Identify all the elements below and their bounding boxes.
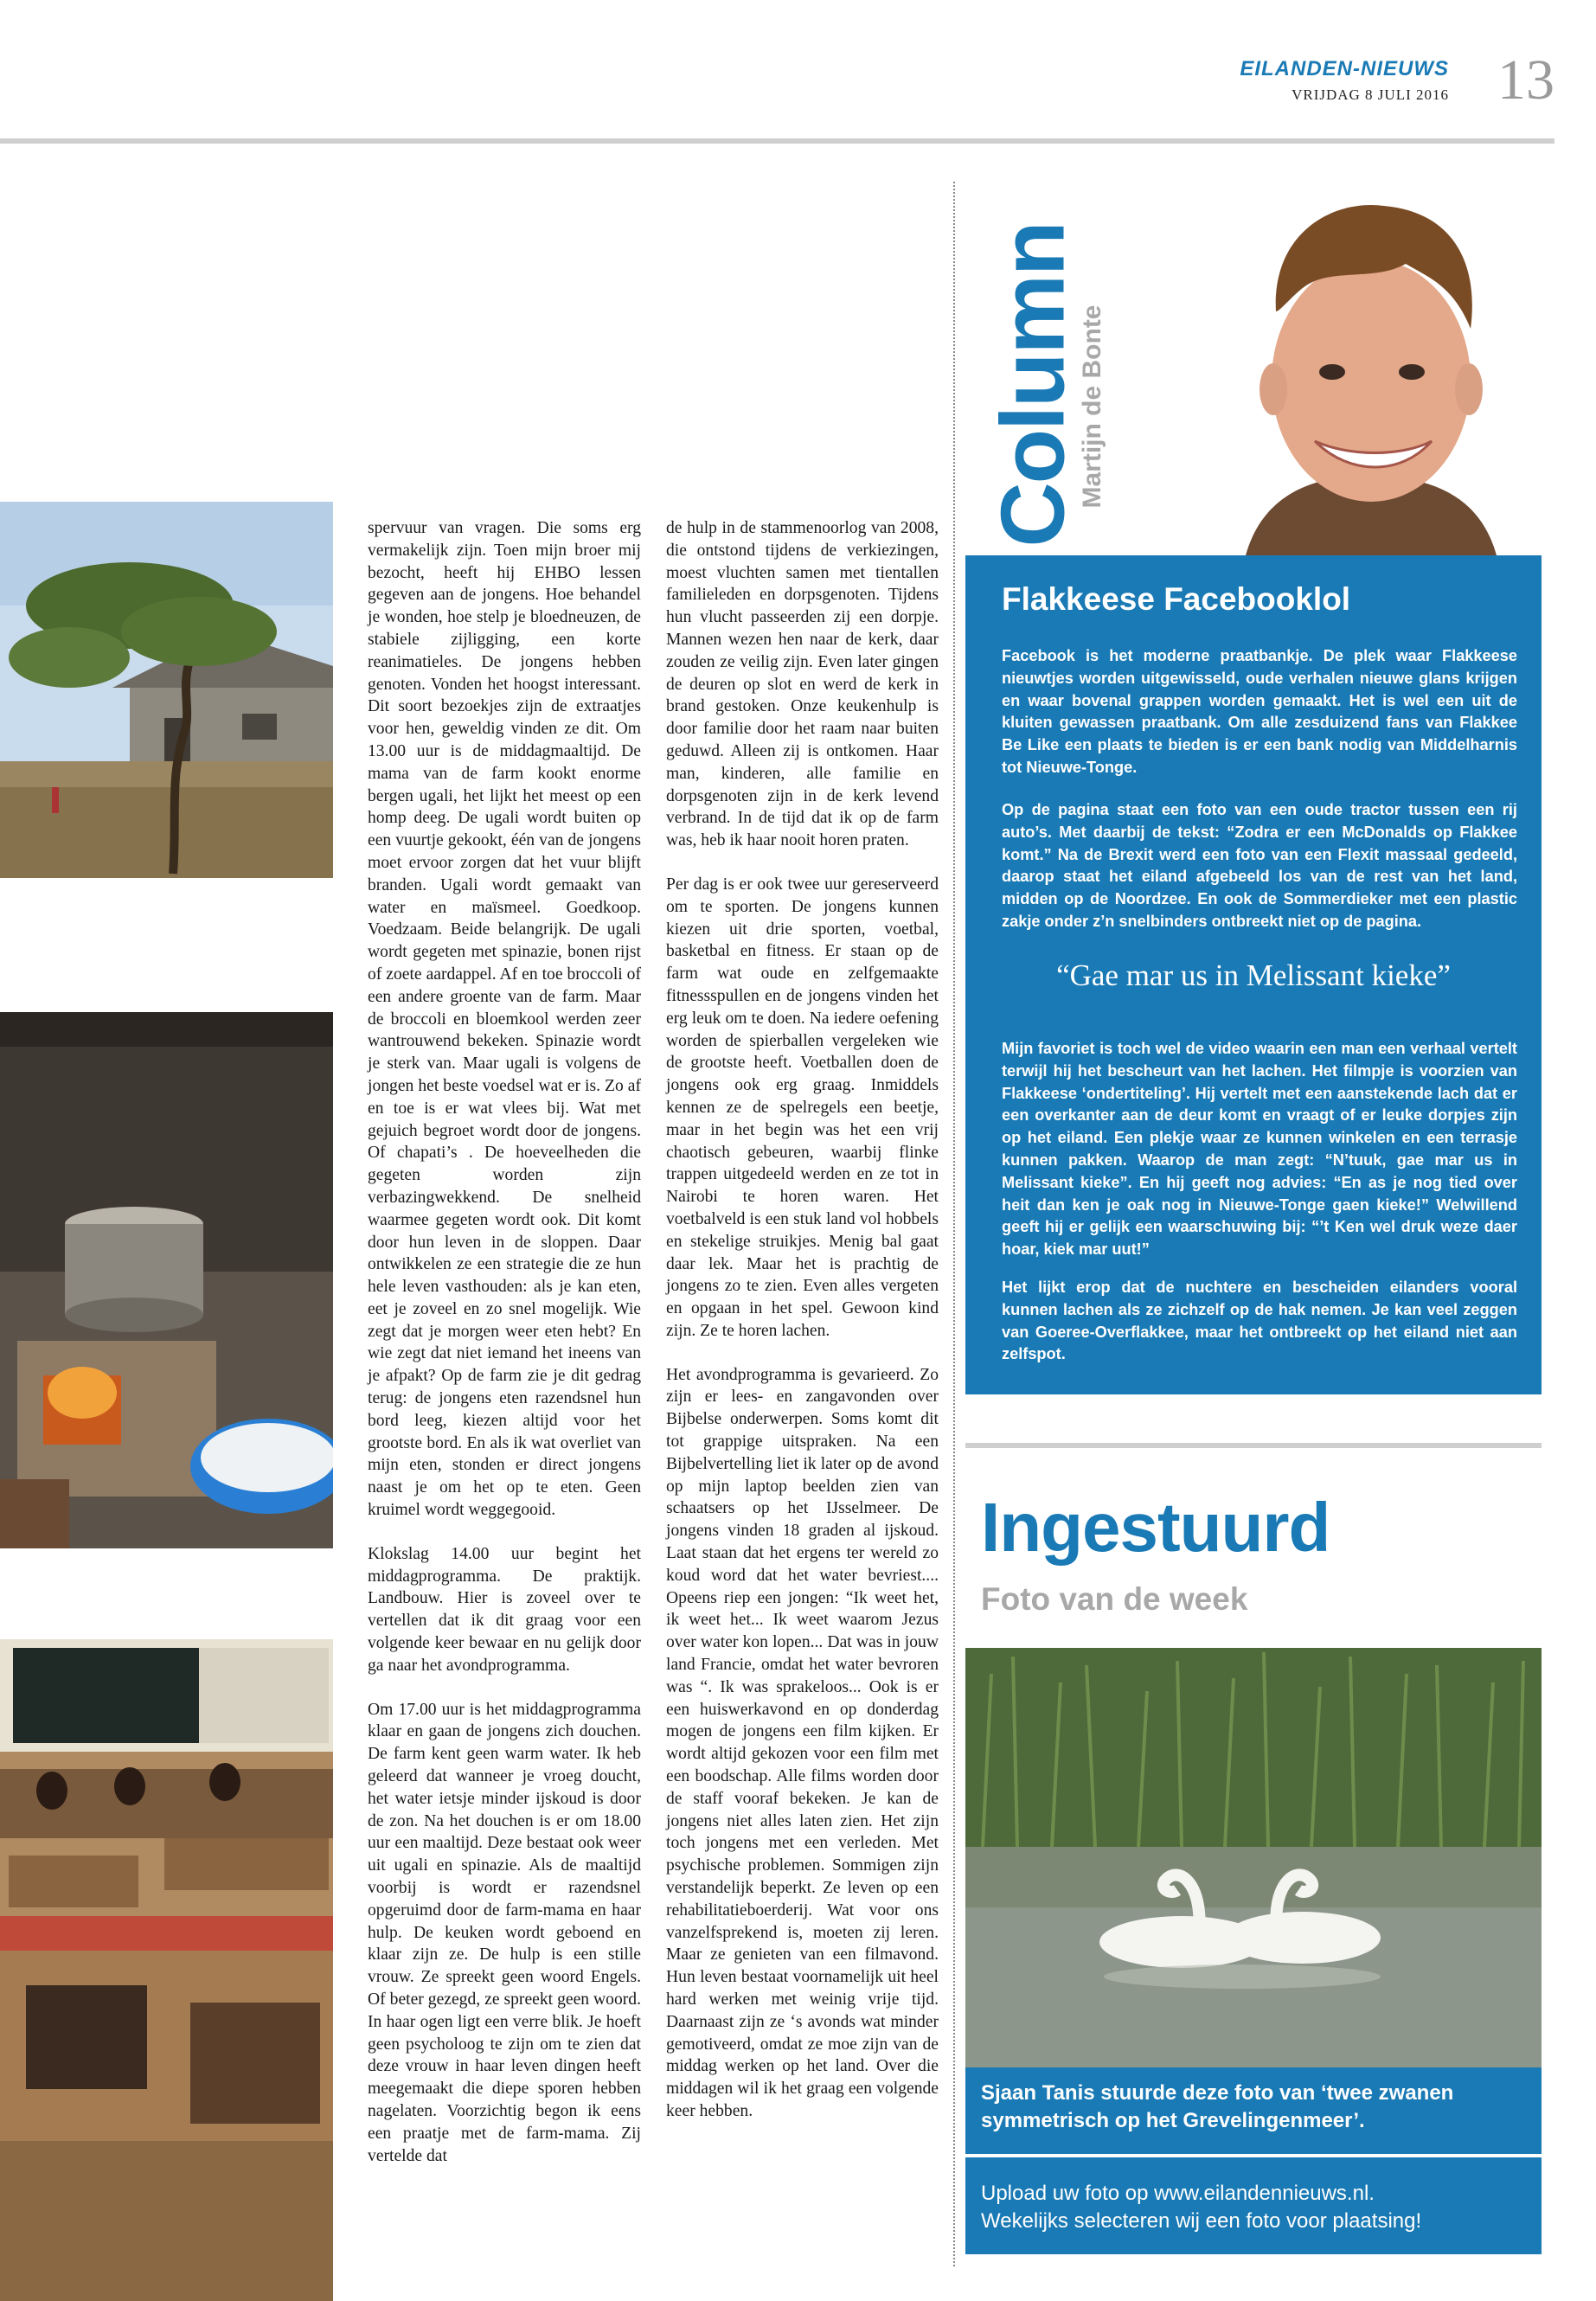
photo-swans	[965, 1648, 1542, 2067]
ingestuurd-subtitle: Foto van de week	[981, 1581, 1248, 1617]
upload-line-1[interactable]: Upload uw foto op www.eilandennieuws.nl.	[981, 2182, 1375, 2205]
column-divider	[953, 182, 955, 2266]
column-paragraph: Op de pagina staat een foto van een oude tractor tussen een rij auto’s. Met daarbij de tekst: “Zodra er een McDonalds op Flakkee komt.” Na de Brexit werd een foto van een Flexit massaal gedeeld, daarop staat het eiland afgebeeld los van de rest van het land, midden op de Noordzee. En ook de Sommerdieker met een plastic zakje onder z’n snelbinders ontbreekt niet op de pagina.	[1002, 801, 1517, 930]
ingestuurd-title: Ingestuurd	[981, 1489, 1330, 1566]
column-quote: “Gae mar us in Melissant kieke”	[1056, 958, 1451, 992]
article-paragraph: Per dag is er ook twee uur gereserveerd om te sporten. De jongens kunnen kiezen uit drie sporten, voetbal, basketbal en fitness. Er staan op de farm wat oude en zelfgemaakte fitnessspullen en de jongens vinden het erg leuk om te doen. Na iedere oefening worden de spierballen vergeleken wie de grootste heeft. Voetballen doen de jongens ook erg graag. Inmiddels kennen ze de spelregels een beetje, maar in het begin was het een vrij chaotisch gebeuren, waarbij flinke trappen uitgedeeld werden en ze tot in Nairobi te horen waren. Het voetbalveld is een stuk land vol hobbels en stekelige struikjes. Menig bal gaat daar lek. Maar het is prachtig de jongens zo te zien. Even alles vergeten en opgaan in het spel. Gewoon kind zijn. Ze te horen lachen.	[666, 875, 939, 1340]
column-paragraph: Mijn favoriet is toch wel de video waarin een man een verhaal vertelt terwijl hij het bescheurt van het lachen. Het filmpje is voorzien van Flakkeese ‘ondertiteling’. Hij vertelt met een aanstekende lach dat er een overkanter aan de deur komt en vraagt of er leuke dorpjes zijn op het eiland. Een plekje waar ze kunnen winkelen en een terrasje kunnen pakken. Waarop de man zegt: “N’tuuk, gae mar us in Melissant kieke”. En hij geeft nog advies: “En as je nog tied over heit dan ken je oak nog in Nieuwe-Tonge gaen kieke!” Welwillend geeft hij er gelijk een waarschuwing bij: “’t Ken wel druk weze daer hoar, kiek mar uut!”	[1002, 1040, 1517, 1259]
article-paragraph: spervuur van vragen. Die soms erg vermakelijk zijn. Toen mijn broer mij bezocht, heeft hij EHBO lessen gegeven aan de jongens. Hoe behandel je wonden, hoe stelp je bloedneuzen, de stabiele zijligging, een korte reanimatieles. De jongens hebben genoten. Vonden het hoogst interessant. Dit soort bezoekjes zijn de extraatjes voor hen, geweldig vinden ze dit. Om 13.00 uur is de middagmaaltijd. De mama van de farm kookt enorme bergen ugali, het lijkt het meest op een homp deeg. De ugali wordt buiten op een vuurtje gekookt, één van de jongens moet ervoor zorgen dat het vuur blijft branden. Ugali wordt gemaakt van water en maïsmeel. Goedkoop. Voedzaam. Beide belangrijk. De ugali wordt gegeten met spinazie, bonen rijst of zoete aardappel. Af en toe broccoli of een andere groente van de farm. Maar de broccoli en bloemkool werden zeer wantrouwend bekeken. Spinazie wordt je sterk van. Maar ugali is volgens de jongen het beste voedsel wat er is. Zo af en toe is er wat vlees bij. Wat met gejuich begroet wordt door de jongens. Of chapati’s . De hoeveelheden die gegeten worden zijn verbazingwekkend. De snelheid waarmee gegeten wordt ook. Dit komt door hun leven in de sloppen. Daar ontwikkelen ze een strategie die ze hun hele leven vasthouden: als je kan eten, eet je zoveel en zo snel mogelijk. Wie zegt dat je morgen weer eten hebt? En wie zegt dat niet iemand het ineens van je afpakt? Op de farm zie je dit gedrag terug: de jongens eten razendsnel hun bord leeg, kiezen altijd voor het grootste bord. En als ik wat overliet van mijn eten, stonden er direct jongens naast je om het op te eten. Geen kruimel wordt weggegooid.	[368, 519, 641, 1520]
column-paragraph: Het lijkt erop dat de nuchtere en bescheiden eilanders vooral kunnen lachen als ze zichzelf op de hak nemen. Je kan veel zeggen van Goeree-Overflakkee, maar het ontbreekt op het eiland niet aan zelfspot.	[1002, 1279, 1517, 1363]
author-portrait	[1194, 182, 1542, 555]
column-author: Martijn de Bonte	[1078, 304, 1106, 509]
photo-farm-house	[0, 502, 333, 878]
article-paragraph: Klokslag 14.00 uur begint het middagprogramma. De praktijk. Landbouw. Hier is zoveel over te vertellen dat ik dit graag voor een volgende keer bewaar en nu gelijk door ga naar het avondprogramma.	[368, 1544, 641, 1675]
article-paragraph: Het avondprogramma is gevarieerd. Zo zijn er lees- en zangavonden over Bijbelse onderwerpen. Soms komt dit tot grappige uitspraken. Na een Bijbelvertelling liet ik later op de avond op mijn laptop beelden zien van schaatsers op het IJsselmeer. De jongens vinden 18 graden al ijskoud. Laat staan dat het ergens ter wereld zo koud word dat het water bevriest.... Opeens riep een jongen: “Ik weet het, ik weet het... Ik weet waarom Jezus over water kon lopen... Dat was in jouw land Francie, omdat het water bevroren was “. Ik was sprakeloos... Ook is er een huiswerkavond en op donderdag mogen de jongens een film kijken. Er wordt altijd gekozen voor een film met een boodschap. Alle films worden door de staff vooraf bekeken. Je kan de jongens niet alles laten zien. Het zijn toch jongens met een verleden. Met psychische problemen. Sommigen zijn verstandelijk beperkt. Ze leven op een rehabilitatieboerderij. Wat voor ons vanzelfsprekend is, moeten zij leren. Maar ze genieten van een filmavond. Hun leven bestaat voornamelijk uit heel hard werken met weinig vrije tijd. Daarnaast zijn ze ‘s avonds wat minder gemotiveerd, omdat ze moe zijn van de middag werken op het land. Over die middagen wil ik het graag een volgende keer hebben.	[666, 1365, 939, 2120]
masthead	[1240, 57, 1449, 104]
column-title: Flakkeese Facebooklol	[1002, 581, 1351, 617]
article-column-1	[368, 517, 641, 2167]
photo-caption: Sjaan Tanis stuurde deze foto van ‘twee zwanen symmetrisch op het Grevelingenmeer’.	[965, 2067, 1542, 2154]
column-label: Column	[983, 222, 1084, 548]
photo-classroom	[0, 1639, 333, 2301]
section-rule	[965, 1443, 1542, 1448]
upload-box	[965, 2157, 1542, 2254]
upload-line-2: Wekelijks selecteren wij een foto voor plaatsing!	[981, 2209, 1422, 2233]
article-paragraph: de hulp in de stammenoorlog van 2008, die ontstond tijdens de verkiezingen, moest vluchten samen met tientallen familieleden en dorpsgenoten. Tijdens hun vlucht passeerden zij een dorpje. Mannen wezen hen naar de kerk, daar zouden ze veilig zijn. Even later gingen de deuren op slot en werd de kerk in brand gestoken. Onze keukenhulp is door familie door het raam naar buiten geduwd. Alleen zij is ontkomen. Haar man, kinderen, alle familie en dorpsgenoten zijn in de kerk levend verbrand. In de tijd dat ik op de farm was, heb ik haar nooit horen praten.	[666, 519, 939, 850]
article-column-2	[666, 517, 939, 2123]
photo-cooking-pot	[0, 1012, 333, 1548]
brand-logo: EILANDEN-NIEUWS	[1240, 57, 1449, 80]
page-number: 13	[1497, 48, 1554, 112]
dateline: VRIJDAG 8 JULI 2016	[1292, 87, 1449, 103]
article-paragraph: Om 17.00 uur is het middagprogramma klaar en gaan de jongens zich douchen. De farm kent geen warm water. Ik heb geleerd dat wanneer je vroeg doucht, het water ietsje minder ijskoud is door de zon. Na het douchen is er om 18.00 uur een maaltijd. Deze bestaat ook weer uit ugali en spinazie. Als de maaltijd voorbij is wordt er razendsnel opgeruimd door de farm-mama en haar hulp. De keuken wordt geboend en klaar zijn ze. De hulp is een stille vrouw. Ze spreekt geen woord Engels. Of beter gezegd, ze spreekt geen woord. In haar ogen ligt een verre blik. Je hoeft geen psycholoog te zijn om te zien dat deze vrouw in haar leven dingen heeft meegemaakt die diepe sporen hebben nagelaten. Voorzichtig begon ik eens een praatje met de farm-mama. Zij vertelde dat	[368, 1700, 641, 2165]
column-box	[965, 555, 1542, 1394]
column-paragraph: Facebook is het moderne praatbankje. De plek waar Flakkeese nieuwtjes worden uitgewisseld, oude verhalen nieuwe glans krijgen en waar bovenal grappen worden gemaakt. Het is wel een uit de kluiten gewassen praatbank. Om alle zesduizend fans van Flakkee Be Like een plaats te bieden is er een bank nodig van Middelharnis tot Nieuwe-Tonge.	[1002, 647, 1517, 776]
header-rule	[0, 138, 1554, 144]
